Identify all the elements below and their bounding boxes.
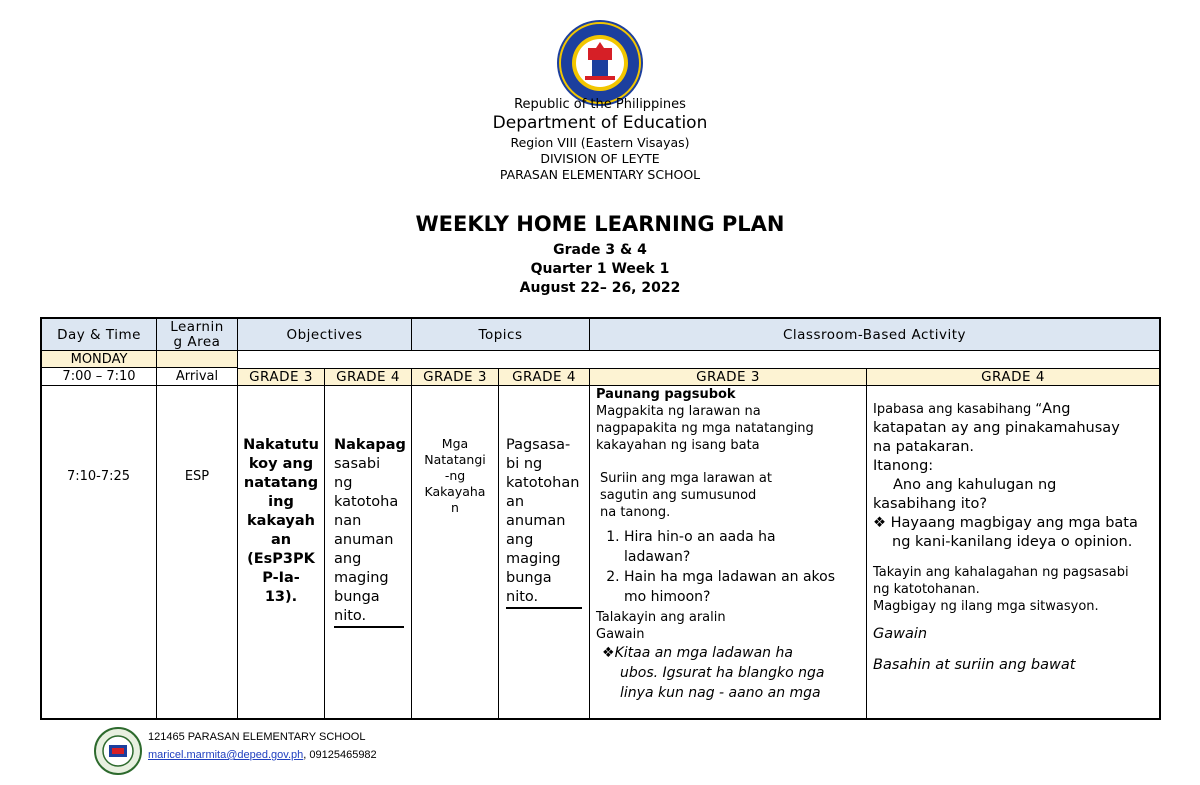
header-objectives: Objectives bbox=[238, 319, 412, 351]
day-label: MONDAY bbox=[42, 351, 157, 368]
plan-grade: Grade 3 & 4 bbox=[553, 242, 647, 258]
header-classroom-activity: Classroom-Based Activity bbox=[590, 319, 1161, 351]
question-item: 2. Hain ha mga ladawan an akos mo himoon? bbox=[624, 567, 862, 607]
question-item: 1. Hira hin-o an aada ha ladawan? bbox=[624, 527, 862, 567]
email-link[interactable]: maricel.marmita@deped.gov.ph bbox=[148, 749, 304, 761]
footer-contact bbox=[148, 749, 377, 761]
activity-grade3: Paunang pagsubok Magpakita ng larawan na nagpapakita ng mga natatanging kakayahan ng isang bata Suriin ang mga larawan at sagutin ang sumusunod na tanong. 1. Hira hin-o an aada ha ladawan? 2. Hain ha mga ladawan an akos mo himoon? Talakayin ang aralin Gawain ❖Kitaa an mga ladawan ha ubos. Igsurat ha blangko nga linya kun nag - aano an mga bbox=[590, 386, 867, 720]
day-blank-area bbox=[157, 351, 238, 368]
pretest-label: Paunang pagsubok bbox=[596, 387, 736, 402]
arrival-label: Arrival bbox=[157, 368, 238, 386]
obj-grade4-header: GRADE 4 bbox=[325, 368, 412, 386]
footer-school: 121465 PARASAN ELEMENTARY SCHOOL bbox=[148, 731, 366, 743]
activity-grade3-header: GRADE 3 bbox=[590, 368, 867, 386]
diamond-bullet-icon: ❖ bbox=[873, 515, 891, 531]
obj-grade3-header: GRADE 3 bbox=[238, 368, 325, 386]
topic-grade4-header: GRADE 4 bbox=[499, 368, 590, 386]
learning-plan-table bbox=[40, 317, 1161, 720]
plan-dates: August 22– 26, 2022 bbox=[519, 280, 681, 296]
header-topics: Topics bbox=[412, 319, 590, 351]
question-list bbox=[596, 527, 862, 607]
deped-seal-logo bbox=[555, 18, 645, 108]
objective-grade4: Nakapag sasabi ng katotoha nan anuman ang maging bunga nito. bbox=[325, 386, 412, 720]
school-text: PARASAN ELEMENTARY SCHOOL bbox=[499, 167, 701, 182]
division-text: DIVISION OF LEYTE bbox=[540, 151, 660, 166]
region-text: Region VIII (Eastern Visayas) bbox=[510, 135, 690, 150]
activity-grade4-header: GRADE 4 bbox=[867, 368, 1161, 386]
plan-title: WEEKLY HOME LEARNING PLAN bbox=[415, 212, 785, 236]
diamond-bullet-icon: ❖ bbox=[602, 645, 615, 661]
topic-grade4: Pagsasa- bi ng katotohan an anuman ang maging bunga nito. bbox=[499, 386, 590, 720]
header-learning-area: Learnin g Area bbox=[157, 319, 238, 351]
row-area: ESP bbox=[157, 386, 238, 720]
topic-grade3-header: GRADE 3 bbox=[412, 368, 499, 386]
department-text: Department of Education bbox=[492, 113, 708, 133]
activity-grade4: Ipabasa ang kasabihang “Ang katapatan ay ang pinakamahusay na patakaran. Itanong: Ano ang kahulugan ng kasabihang ito? ❖ Hayaang magbigay ang mga bata ng kani-kanilang ideya o opinion. Takayin ang kahalagahan ng pagsasabi ng katotohanan. Magbigay ng ilang mga sitwasyon. Gawain Basahin at suriin ang bawat bbox=[867, 386, 1161, 720]
row-time: 7:10-7:25 bbox=[42, 386, 157, 720]
phone-number: , 09125465982 bbox=[303, 749, 377, 761]
topic-grade3: Mga Natatangi -ng Kakayaha n bbox=[412, 386, 499, 720]
objective-grade3: Nakatutu koy ang natatang ing kakayah an (EsP3PK P-Ia- 13). bbox=[238, 386, 325, 720]
school-logo bbox=[94, 727, 142, 775]
header-day-time: Day & Time bbox=[42, 319, 157, 351]
competency-code: (EsP3PK P-Ia- 13). bbox=[247, 551, 315, 605]
plan-quarter: Quarter 1 Week 1 bbox=[530, 261, 670, 277]
arrival-time: 7:00 – 7:10 bbox=[42, 368, 157, 386]
day-blank-rest bbox=[238, 351, 1161, 368]
republic-text: Republic of the Philippines bbox=[514, 97, 686, 112]
